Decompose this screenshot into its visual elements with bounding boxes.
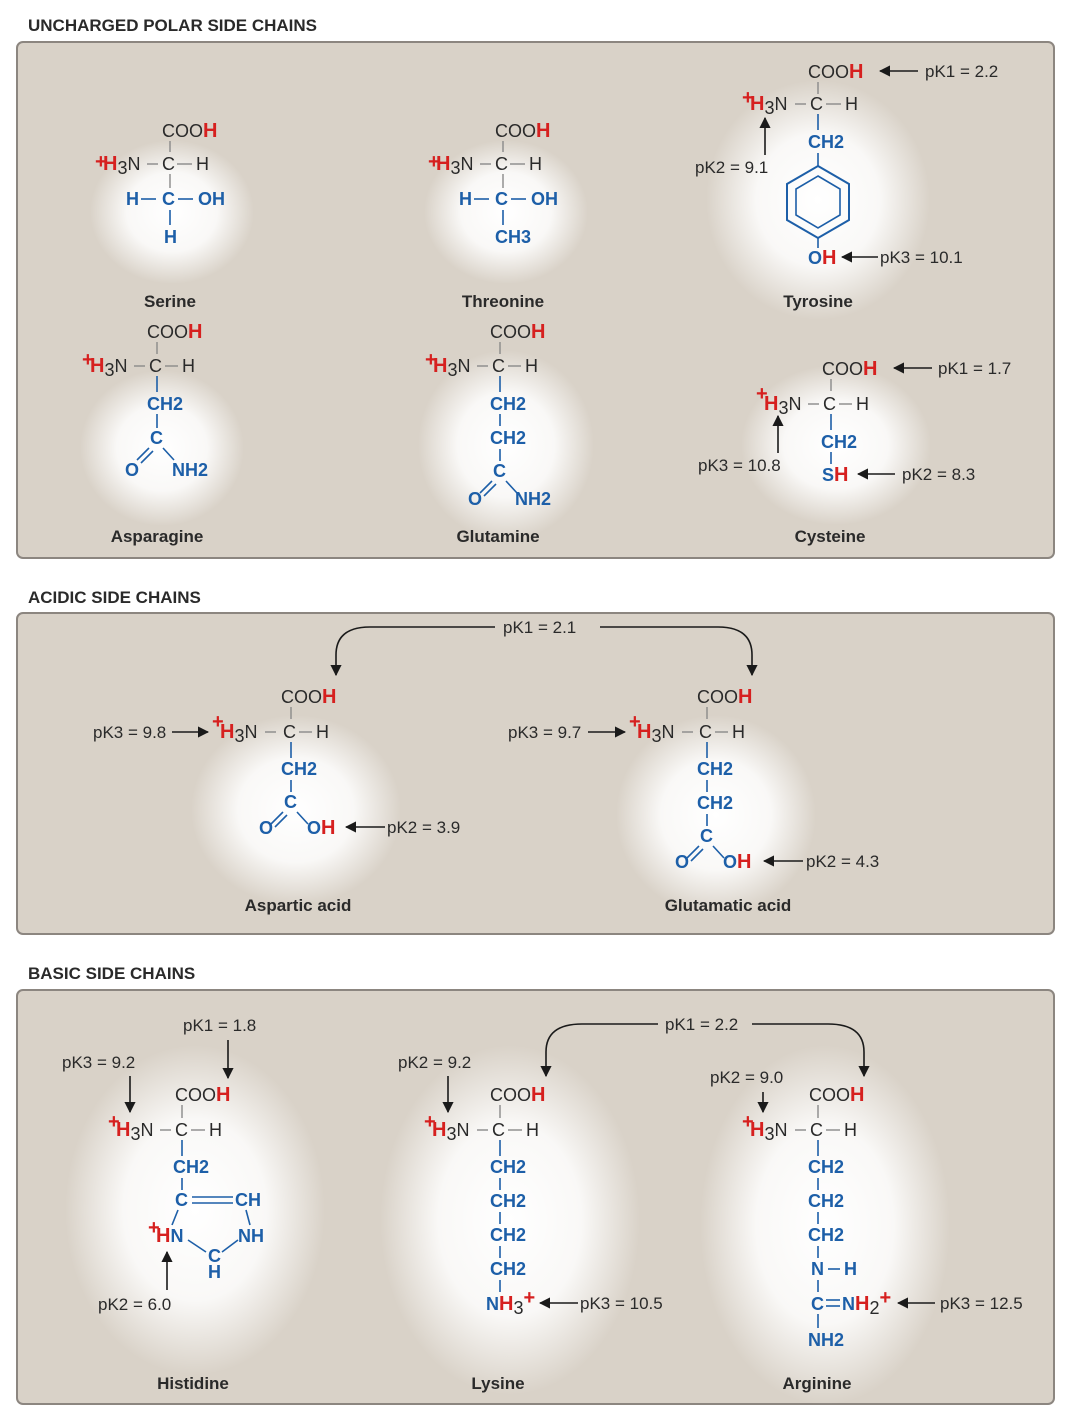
lysine-alpha-c: C xyxy=(492,1120,505,1140)
cysteine-pk2: pK2 = 8.3 xyxy=(902,465,976,484)
tyrosine-cooh: COOH xyxy=(808,61,864,83)
serine-sc-c: C xyxy=(162,189,175,209)
asparagine-cooh: COOH xyxy=(147,321,203,343)
glutamic-plus: + xyxy=(629,711,641,733)
arginine-alpha-c: C xyxy=(810,1120,823,1140)
glutamine-label: Glutamine xyxy=(456,527,540,546)
lysine-sc-ch2-d: CH2 xyxy=(490,1259,527,1279)
histidine-pk2: pK2 = 6.0 xyxy=(98,1295,172,1314)
asparagine-alpha-c: C xyxy=(149,356,162,376)
glutamic-sc-o: O xyxy=(675,852,690,872)
glutamine-alpha-c: C xyxy=(492,356,505,376)
aspartic-sc-c: C xyxy=(284,792,297,812)
lysine-label: Lysine xyxy=(471,1374,525,1393)
aspartic-pk2: pK2 = 3.9 xyxy=(387,818,461,837)
threonine-cooh: COOH xyxy=(495,120,551,142)
glutamine-plus: + xyxy=(425,349,437,371)
tyrosine-pk1: pK1 = 2.2 xyxy=(925,62,999,81)
acidic-shared-pk1: pK1 = 2.1 xyxy=(503,618,577,637)
aspartic-alpha-c: C xyxy=(283,722,296,742)
histidine-ring-ch: CH xyxy=(235,1190,261,1210)
lysine-cooh: COOH xyxy=(490,1084,546,1106)
histidine-pk1: pK1 = 1.8 xyxy=(183,1016,257,1035)
glutamic-pk2: pK2 = 4.3 xyxy=(806,852,880,871)
histidine-sc-ch2: CH2 xyxy=(173,1157,210,1177)
asparagine-sc-nh2: NH2 xyxy=(172,460,209,480)
glutamic-alpha-h: H xyxy=(732,722,745,742)
arginine-sc-ch2-a: CH2 xyxy=(808,1157,845,1177)
lysine-alpha-h: H xyxy=(526,1120,539,1140)
asparagine-amine: H3N xyxy=(90,355,128,380)
glutamine-sc-o: O xyxy=(468,489,483,509)
tyrosine-alpha-c: C xyxy=(810,94,823,114)
arginine-pk2: pK2 = 9.0 xyxy=(710,1068,784,1087)
cysteine-pk3: pK3 = 10.8 xyxy=(698,456,781,475)
arginine-sc-n: N xyxy=(811,1259,824,1279)
glutamic-sc-c: C xyxy=(700,826,713,846)
histidine-ring-plus: + xyxy=(148,1217,160,1239)
histidine-ring-c: C xyxy=(175,1190,188,1210)
section-title-polar: UNCHARGED POLAR SIDE CHAINS xyxy=(28,16,318,35)
glutamic-alpha-c: C xyxy=(699,722,712,742)
histidine-plus: + xyxy=(108,1111,120,1133)
glutamine-sc-ch2-b: CH2 xyxy=(490,428,527,448)
histidine-ring-h: H xyxy=(208,1262,221,1282)
lysine-pk3: pK3 = 10.5 xyxy=(580,1294,663,1313)
aspartic-alpha-h: H xyxy=(316,722,329,742)
cysteine-sh: SH xyxy=(822,464,849,486)
arginine-sc-c: C xyxy=(811,1294,824,1314)
threonine-sc-h: H xyxy=(459,189,472,209)
section-title-acidic: ACIDIC SIDE CHAINS xyxy=(28,588,201,607)
glutamine-amine: H3N xyxy=(433,355,471,380)
asparagine-alpha-h: H xyxy=(182,356,195,376)
arginine-sc-nh2-plus: NH2+ xyxy=(842,1287,892,1318)
serine-plus: + xyxy=(95,151,107,173)
histidine-amine: H3N xyxy=(116,1119,154,1144)
glutamine-sc-c: C xyxy=(493,461,506,481)
serine-cooh: COOH xyxy=(162,120,218,142)
threonine-plus: + xyxy=(428,151,440,173)
lysine-sc-ch2-b: CH2 xyxy=(490,1191,527,1211)
aspartic-amine: H3N xyxy=(220,721,258,746)
tyrosine-label: Tyrosine xyxy=(783,292,853,311)
tyrosine-sc-ch2: CH2 xyxy=(808,132,845,152)
threonine-amine: H3N xyxy=(436,153,474,178)
serine-sc-oh: OH xyxy=(198,189,225,209)
glutamic-cooh: COOH xyxy=(697,686,753,708)
aspartic-sc-oh: OH xyxy=(307,817,336,839)
cysteine-alpha-h: H xyxy=(856,394,869,414)
tyrosine-oh: OH xyxy=(808,247,837,269)
tyrosine-alpha-h: H xyxy=(845,94,858,114)
cysteine-plus: + xyxy=(756,383,768,405)
aspartic-label: Aspartic acid xyxy=(244,896,352,915)
cysteine-cooh: COOH xyxy=(822,358,878,380)
histidine-alpha-h: H xyxy=(209,1120,222,1140)
glutamic-amine: H3N xyxy=(637,721,675,746)
lysine-sc-ch2-a: CH2 xyxy=(490,1157,527,1177)
arginine-cooh: COOH xyxy=(809,1084,865,1106)
basic-shared-pk1: pK1 = 2.2 xyxy=(665,1015,739,1034)
acidic-panel xyxy=(17,613,1054,934)
asparagine-label: Asparagine xyxy=(110,527,204,546)
threonine-alpha-c: C xyxy=(495,154,508,174)
arginine-sc-nh2: NH2 xyxy=(808,1330,845,1350)
lysine-amine: H3N xyxy=(432,1119,470,1144)
lysine-sc-ch2-c: CH2 xyxy=(490,1225,527,1245)
tyrosine-amine: H3N xyxy=(750,93,788,118)
aspartic-cooh: COOH xyxy=(281,686,337,708)
glutamine-sc-nh2: NH2 xyxy=(515,489,552,509)
tyrosine-pk3: pK3 = 10.1 xyxy=(880,248,963,267)
arginine-sc-h: H xyxy=(844,1259,857,1279)
asparagine-sc-ch2: CH2 xyxy=(147,394,184,414)
threonine-sc-ch3: CH3 xyxy=(495,227,532,247)
arginine-alpha-h: H xyxy=(844,1120,857,1140)
arginine-plus: + xyxy=(742,1111,754,1133)
histidine-label: Histidine xyxy=(157,1374,229,1393)
cysteine-amine: H3N xyxy=(764,393,802,418)
cysteine-alpha-c: C xyxy=(823,394,836,414)
arginine-amine: H3N xyxy=(750,1119,788,1144)
tyrosine-plus: + xyxy=(742,87,754,109)
histidine-alpha-c: C xyxy=(175,1120,188,1140)
asparagine-sc-o: O xyxy=(125,460,140,480)
threonine-sc-oh: OH xyxy=(531,189,558,209)
cysteine-label: Cysteine xyxy=(794,527,866,546)
section-title-basic: BASIC SIDE CHAINS xyxy=(28,964,196,983)
glutamic-label: Glutamatic acid xyxy=(664,896,792,915)
asparagine-sc-c: C xyxy=(150,428,163,448)
aspartic-plus: + xyxy=(212,711,224,733)
histidine-pk3: pK3 = 9.2 xyxy=(62,1053,136,1072)
arginine-sc-ch2-c: CH2 xyxy=(808,1225,845,1245)
glutamic-pk3: pK3 = 9.7 xyxy=(508,723,582,742)
glutamic-sc-oh: OH xyxy=(723,851,752,873)
aspartic-sc-o: O xyxy=(259,818,274,838)
threonine-sc-c: C xyxy=(495,189,508,209)
serine-sc-h2: H xyxy=(164,227,177,247)
threonine-alpha-h: H xyxy=(529,154,542,174)
asparagine-plus: + xyxy=(82,349,94,371)
arginine-sc-ch2-b: CH2 xyxy=(808,1191,845,1211)
lysine-pk2: pK2 = 9.2 xyxy=(398,1053,472,1072)
glutamine-alpha-h: H xyxy=(525,356,538,376)
serine-alpha-c: C xyxy=(162,154,175,174)
aspartic-sc-ch2: CH2 xyxy=(281,759,318,779)
histidine-ring-nh: NH xyxy=(238,1226,264,1246)
serine-label: Serine xyxy=(144,292,196,311)
histidine-ring-c2: C xyxy=(208,1246,221,1266)
glutamic-sc-ch2-a: CH2 xyxy=(697,759,734,779)
aspartic-pk3: pK3 = 9.8 xyxy=(93,723,167,742)
lysine-sc-nh3: NH3+ xyxy=(486,1287,536,1318)
lysine-plus: + xyxy=(424,1111,436,1133)
glutamic-sc-ch2-b: CH2 xyxy=(697,793,734,813)
threonine-label: Threonine xyxy=(461,292,545,311)
histidine-cooh: COOH xyxy=(175,1084,231,1106)
glutamine-sc-ch2-a: CH2 xyxy=(490,394,527,414)
serine-amine: H3N xyxy=(103,153,141,178)
cysteine-sc-ch2: CH2 xyxy=(821,432,858,452)
serine-alpha-h: H xyxy=(196,154,209,174)
glutamine-cooh: COOH xyxy=(490,321,546,343)
tyrosine-pk2: pK2 = 9.1 xyxy=(695,158,769,177)
cysteine-pk1: pK1 = 1.7 xyxy=(938,359,1012,378)
serine-sc-h: H xyxy=(126,189,139,209)
arginine-pk3: pK3 = 12.5 xyxy=(940,1294,1023,1313)
histidine-ring-hn: HN xyxy=(156,1225,184,1247)
arginine-label: Arginine xyxy=(782,1374,852,1393)
